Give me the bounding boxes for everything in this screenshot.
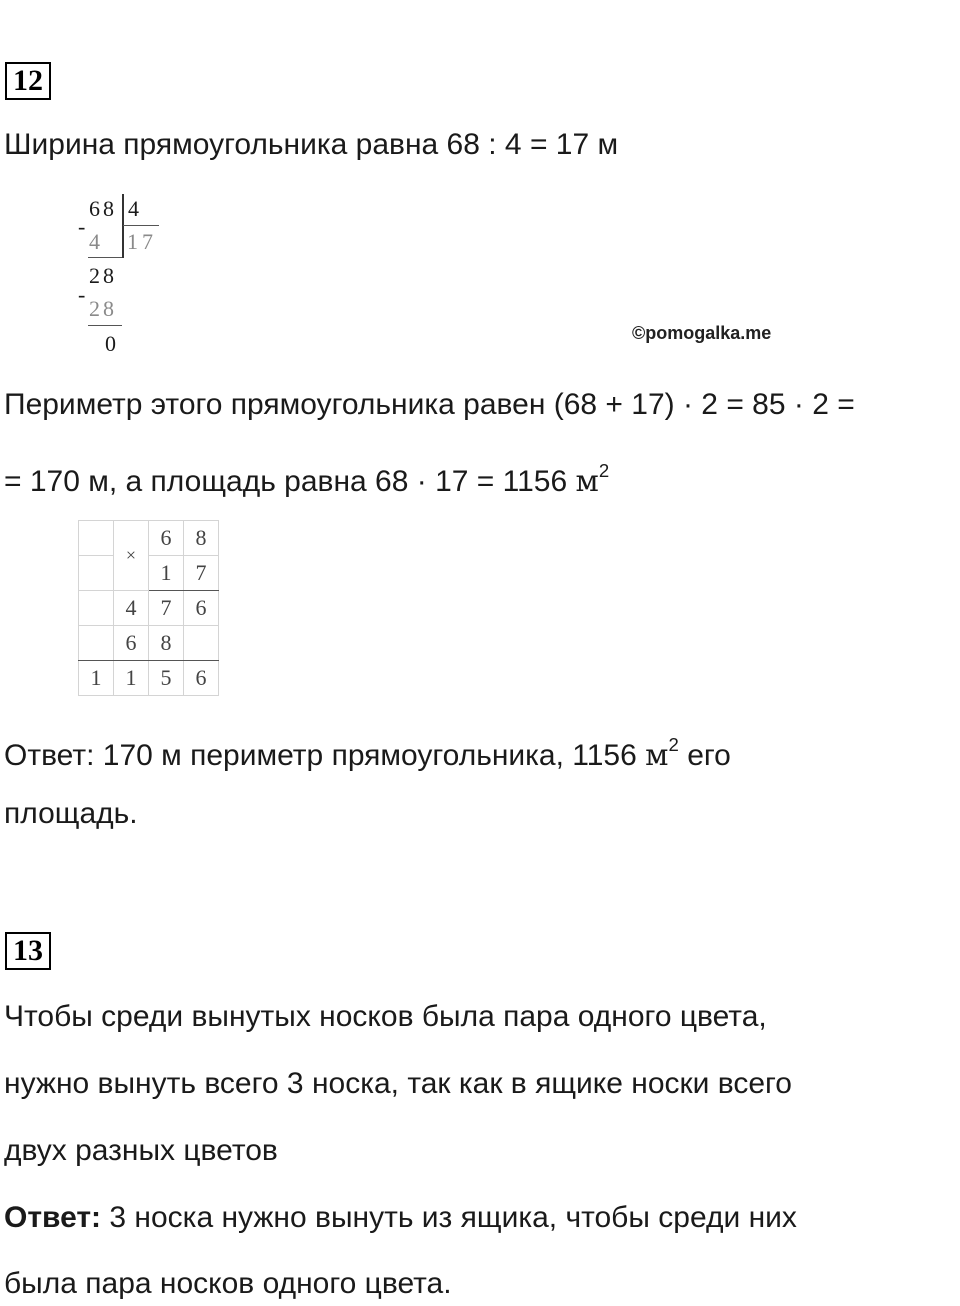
quotient-rule [123, 225, 159, 226]
multiply-sign: × [114, 521, 149, 591]
minus-sign-1: - [78, 214, 86, 239]
answer-13-text: 3 носка нужно вынуть из ящика, чтобы среди них [101, 1201, 797, 1234]
answer-13-line-1 [4, 1201, 797, 1235]
answer-13-line-2: была пара носков одного цвета. [4, 1267, 452, 1300]
mult-row-4 [79, 626, 219, 661]
remainder-1: 28 [89, 263, 117, 288]
mult-cell [184, 626, 219, 661]
mult-cell: 4 [114, 591, 149, 626]
dividend: 68 [89, 196, 117, 221]
mult-cell: 6 [184, 591, 219, 626]
sub-rule-1 [88, 257, 122, 258]
area-unit: м [575, 463, 599, 499]
mult-cell: 1 [149, 556, 184, 591]
mult-cell: 6 [149, 521, 184, 556]
divisor: 4 [128, 196, 139, 221]
mult-cell: 6 [114, 626, 149, 661]
mult-cell: 7 [184, 556, 219, 591]
mult-cell: 5 [149, 661, 184, 696]
sub-rule-2 [88, 325, 122, 326]
minus-sign-2: - [78, 282, 86, 307]
answer-12-line-2: площадь. [4, 797, 138, 830]
answer-12-text: Ответ: 170 м периметр прямоугольника, 1156 [4, 738, 637, 772]
area-exponent: 2 [598, 460, 610, 481]
mult-cell: 7 [149, 591, 184, 626]
mult-cell [79, 521, 114, 556]
task13-line-3: двух разных цветов [4, 1134, 278, 1167]
subtrahend-1: 4 [89, 229, 100, 254]
mult-row-2 [79, 556, 219, 591]
mult-cell: 8 [184, 521, 219, 556]
mult-cell: 6 [184, 661, 219, 696]
multiplication-table [78, 520, 219, 696]
mult-row-1 [79, 521, 219, 556]
answer-12-line-1 [4, 728, 731, 773]
perimeter-statement: Периметр этого прямоугольника равен (68 + 17) · 2 = 85 · 2 = [4, 388, 855, 421]
task13-line-2: нужно вынуть всего 3 носка, так как в ящике носки всего [4, 1067, 792, 1100]
width-statement: Ширина прямоугольника равна 68 : 4 = 17 м [4, 128, 619, 161]
mult-cell: 1 [79, 661, 114, 696]
final-remainder: 0 [105, 331, 116, 356]
task13-line-1: Чтобы среди вынутых носков была пара одного цвета, [4, 1000, 767, 1033]
answer-13-label: Ответ: [4, 1201, 102, 1234]
mult-cell [79, 556, 114, 591]
task-number-13: 13 [5, 932, 51, 970]
mult-cell: 8 [149, 626, 184, 661]
mult-cell [79, 626, 114, 661]
quotient: 17 [127, 229, 157, 254]
mult-row-3 [79, 591, 219, 626]
subtrahend-2: 28 [89, 296, 117, 321]
division-bar [122, 194, 124, 258]
task-number-12: 12 [5, 62, 51, 100]
mult-cell [79, 591, 114, 626]
mult-row-5 [79, 661, 219, 696]
answer-unit: м [645, 737, 669, 773]
area-statement [4, 454, 609, 499]
area-text: = 170 м, а площадь равна 68 · 17 = 1156 [4, 464, 568, 498]
answer-exponent: 2 [668, 734, 679, 755]
mult-cell: 1 [114, 661, 149, 696]
watermark: ©pomogalka.me [632, 323, 772, 343]
answer-12-tail: его [687, 738, 731, 772]
